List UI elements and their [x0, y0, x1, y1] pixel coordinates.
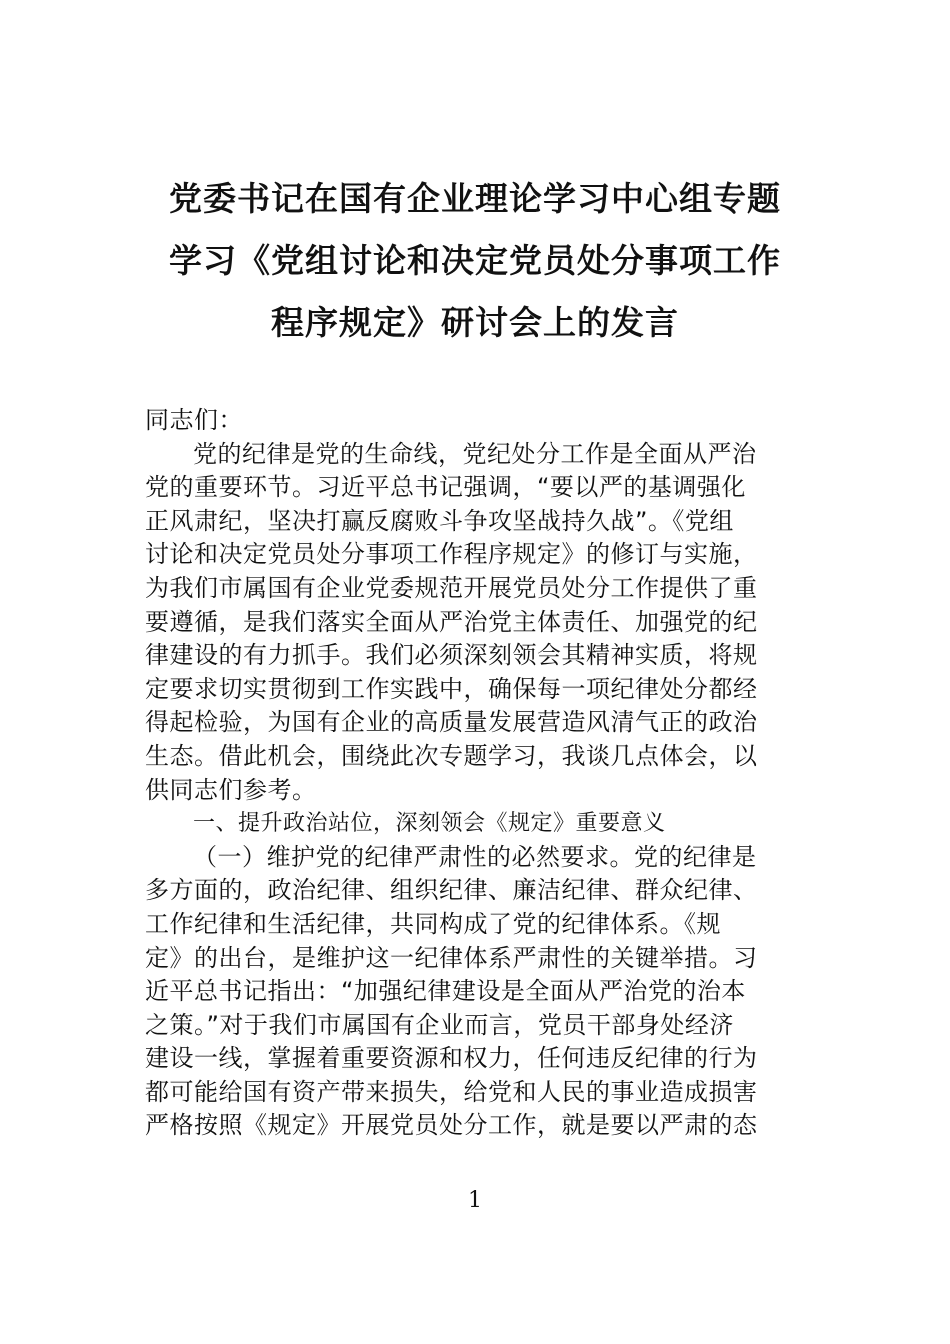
- paragraph-line: 多方面的，政治纪律、组织纪律、廉洁纪律、群众纪律、: [145, 876, 758, 905]
- paragraph-line: 供同志们参考。: [145, 775, 317, 804]
- title-line: 党委书记在国有企业理论学习中心组专题: [169, 179, 781, 218]
- document-title: [130, 168, 820, 354]
- paragraph-line: 得起检验，为国有企业的高质量发展营造风清气正的政治: [145, 708, 758, 737]
- paragraph-line: 工作纪律和生活纪律，共同构成了党的纪律体系。《规: [145, 909, 721, 938]
- page-number: 1: [468, 1188, 482, 1213]
- paragraph-line: 建设一线，掌握着重要资源和权力，任何违反纪律的行为: [145, 1044, 758, 1073]
- paragraph-line: 都可能给国有资产带来损失，给党和人民的事业造成损害: [145, 1077, 758, 1106]
- paragraph-line: 生态。借此机会，围绕此次专题学习，我谈几点体会，以: [145, 741, 758, 770]
- section-heading: 一、提升政治站位，深刻领会《规定》重要意义: [193, 811, 666, 837]
- paragraph-line: 为我们市属国有企业党委规范开展党员处分工作提供了重: [145, 573, 758, 602]
- paragraph-line: 定》的出台，是维护这一纪律体系严肃性的关键举措。习: [145, 943, 758, 972]
- paragraph-line: 定要求切实贯彻到工作实践中，确保每一项纪律处分都经: [145, 674, 758, 703]
- paragraph-line: 严格按照《规定》开展党员处分工作，就是要以严肃的态: [145, 1111, 758, 1140]
- document-body: [145, 404, 807, 1143]
- paragraph-line: 律建设的有力抓手。我们必须深刻领会其精神实质，将规: [145, 641, 758, 670]
- title-line: 程序规定》研讨会上的发言: [271, 303, 679, 342]
- paragraph-line: 正风肃纪，坚决打赢反腐败斗争攻坚战持久战”。《党组: [145, 506, 734, 535]
- paragraph-line: 之策。”对于我们市属国有企业而言，党员干部身处经济: [145, 1010, 734, 1039]
- paragraph-line: 讨论和决定党员处分事项工作程序规定》的修订与实施，: [145, 540, 758, 569]
- paragraph-line: （一）维护党的纪律严肃性的必然要求。党的纪律是: [193, 842, 757, 871]
- paragraph-line: 党的重要环节。习近平总书记强调，“要以严的基调强化: [145, 473, 746, 502]
- paragraph-line: 要遵循，是我们落实全面从严治党主体责任、加强党的纪: [145, 607, 758, 636]
- salutation: 同志们：: [145, 406, 243, 434]
- title-line: 学习《党组讨论和决定党员处分事项工作: [169, 241, 781, 280]
- paragraph-line: 近平总书记指出：“加强纪律建设是全面从严治党的治本: [145, 977, 746, 1006]
- paragraph-line: 党的纪律是党的生命线，党纪处分工作是全面从严治: [193, 439, 757, 468]
